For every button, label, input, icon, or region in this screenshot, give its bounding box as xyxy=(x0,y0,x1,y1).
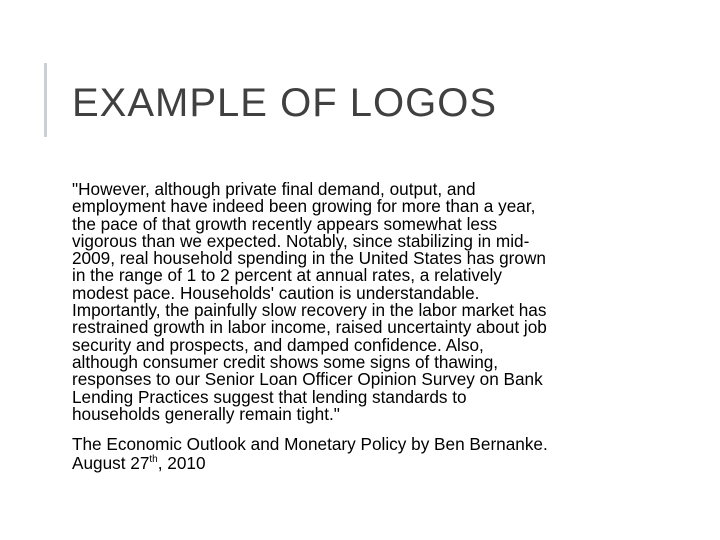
citation-date-month: August 27 xyxy=(72,453,150,474)
slide-body xyxy=(72,181,662,473)
citation-date xyxy=(72,454,662,473)
slide-title: EXAMPLE OF LOGOS xyxy=(72,81,498,125)
title-accent-bar xyxy=(44,63,47,137)
citation-date-suffix: th xyxy=(149,454,158,466)
citation xyxy=(72,435,662,473)
citation-source: The Economic Outlook and Monetary Policy by Ben Bernanke. xyxy=(72,434,548,455)
quote-paragraph: "However, although private final demand, output, and employment have indeed been growing for more than a year, the pace of that growth recently appears somewhat less vigorous than we expected. Notably, since stabilizing in mid- 2009, real household spending in the United States has grown in the range of 1 to 2 percent at annual rates, a relatively modest pace. Households' caution is understandable. Importantly, the painfully slow recovery in the labor market has restrained growth in labor income, raised uncertainty about job security and prospects, and damped confidence. Also, although consumer credit shows some signs of thawing, responses to our Senior Loan Officer Opinion Survey on Bank Lending Practices suggest that lending standards to households generally remain tight." xyxy=(72,179,547,424)
citation-date-year: , 2010 xyxy=(157,453,206,474)
